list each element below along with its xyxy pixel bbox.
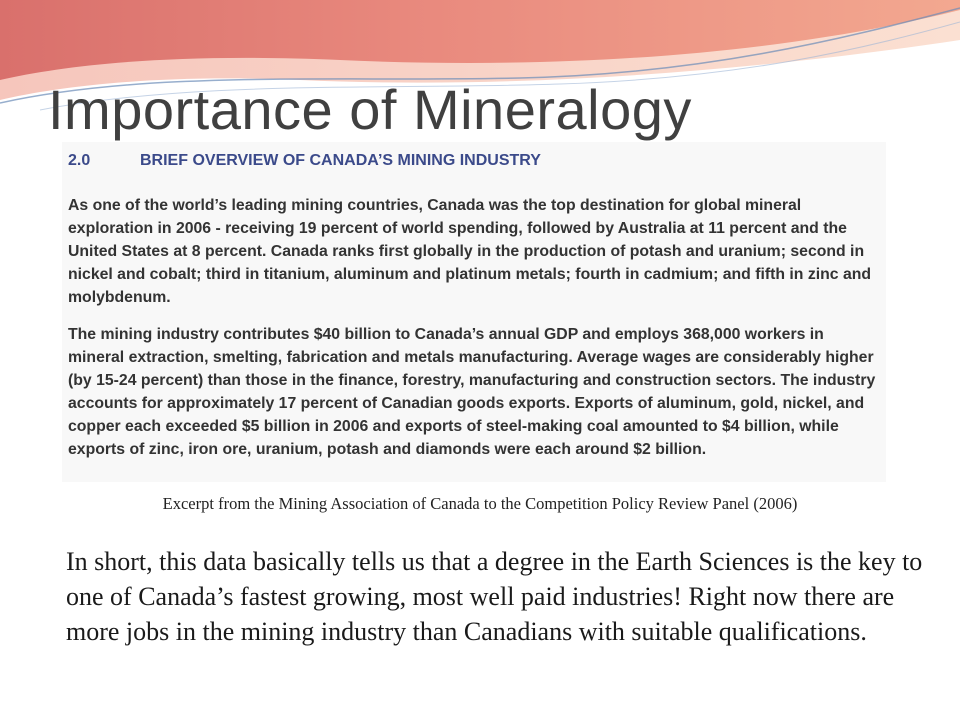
excerpt-caption: Excerpt from the Mining Association of Canada to the Competition Policy Review Panel (2006)	[162, 494, 798, 513]
section-heading: BRIEF OVERVIEW OF CANADA’S MINING INDUSTRY	[140, 152, 541, 169]
excerpt-heading	[68, 152, 880, 170]
slide-title: Importance of Mineralogy	[48, 78, 692, 141]
section-number: 2.0	[68, 152, 91, 169]
summary-text: In short, this data basically tells us that a degree in the Earth Sciences is the key to one of Canada’s fastest growing, most well paid industries! Right now there are more jobs in the mining industry than Canadians with suitable qualifications.	[66, 547, 923, 646]
excerpt-paragraph-2: The mining industry contributes $40 billion to Canada’s annual GDP and employs 368,000 workers in mineral extraction, smelting, fabrication and metals manufacturing. Average wages are considerably higher (by 15-24 percent) than those in the finance, forestry, manufacturing and construction sectors. The industry accounts for approximately 17 percent of Canadian goods exports. Exports of aluminum, gold, nickel, and copper each exceeded $5 billion in 2006 and exports of steel-making coal amounted to $4 billion, while exports of zinc, iron ore, uranium, potash and diamonds were each around $2 billion.	[68, 326, 876, 458]
excerpt-image	[62, 142, 886, 482]
excerpt-paragraph-1: As one of the world’s leading mining countries, Canada was the top destination for global mineral exploration in 2006 - receiving 19 percent of world spending, followed by Australia at 11 percent and the United States at 8 percent. Canada ranks first globally in the production of potash and uranium; second in nickel and cobalt; third in titanium, aluminum and platinum metals; fourth in cadmium; and fifth in zinc and molybdenum.	[68, 197, 872, 306]
